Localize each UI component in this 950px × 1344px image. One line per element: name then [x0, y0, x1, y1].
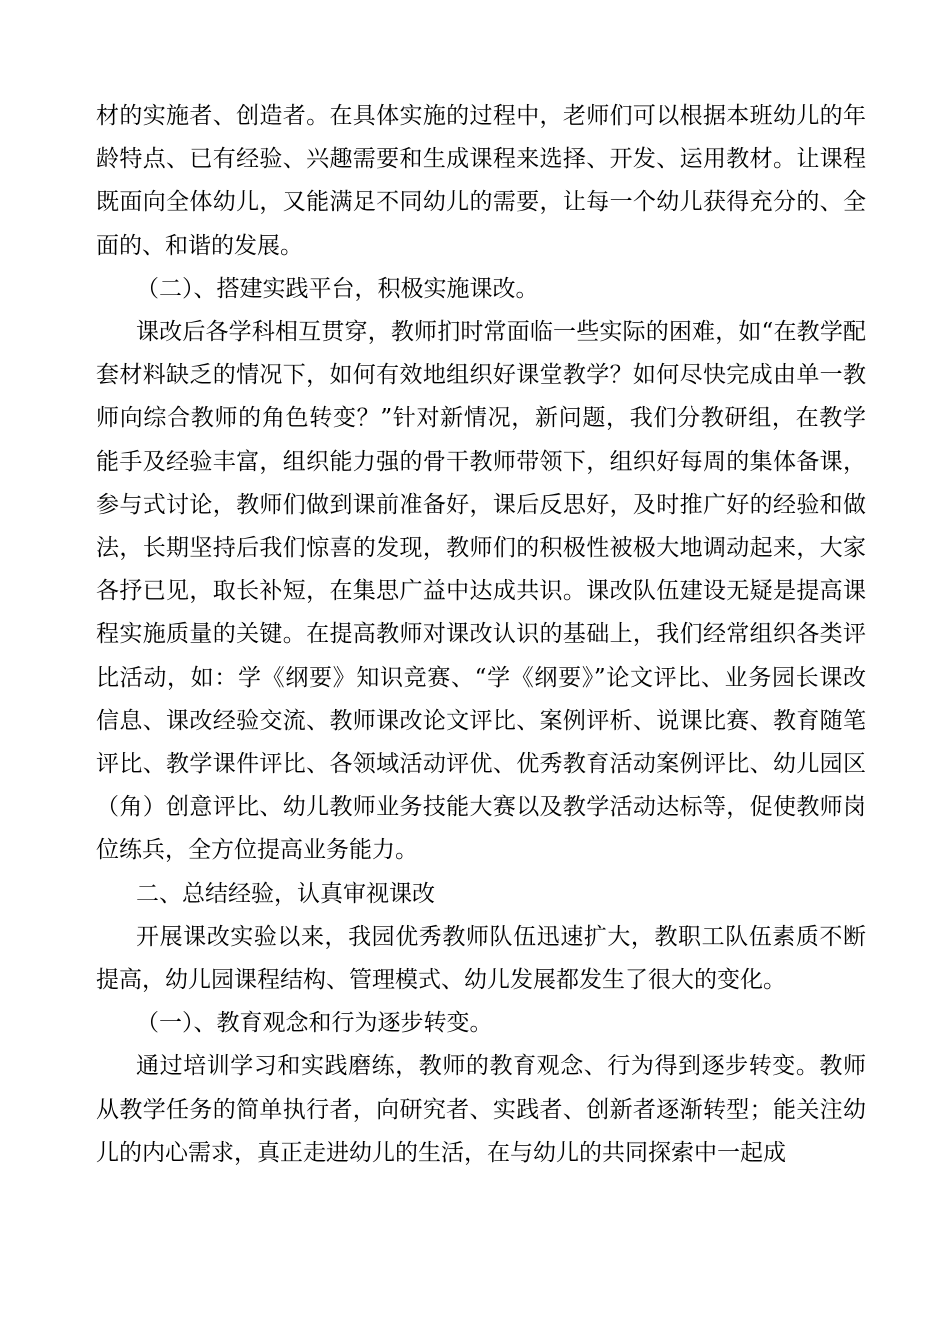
document-body [96, 95, 866, 1175]
subheading-practice-platform: （二）、搭建实践平台，积极实施课改。 [136, 275, 539, 302]
subheading-concept-change: （一）、教育观念和行为逐步转变。 [136, 1010, 493, 1037]
paragraph-practice-details: 课改后各学科相互贯穿，教师扪时常面临一些实际的困难，如“在教学配套材料缺乏的情况下，如何有效地组织好课堂教学？如何尽快完成由单一教师向综合教师的角色转变？”针对新情况，新问题，我们分教研组，在教学能手及经验丰富，组织能力强的骨干教师带领下，组织好每周的集体备课，参与式讨论，教师们做到课前准备好，课后反思好，及时推广好的经验和做法，长期坚持后我们惊喜的发现，教师们的积极性被极大地调动起来，大家各抒已见，取长补短，在集思广益中达成共识。课改队伍建设无疑是提高课程实施质量的关键。在提高教师对课改认识的基础上，我们经常组织各类评比活动，如：学《纲要》知识竞赛、“学《纲要》”论文评比、业务园长课改信息、课改经验交流、教师课改论文评比、案例评析、说课比赛、教育随笔评比、教学课件评比、各领域活动评优、优秀教育活动案例评比、幼儿园区（角）创意评比、幼儿教师业务技能大赛以及教学活动达标等，促使教师岗位练兵，全方位提高业务能力。 [96, 319, 866, 864]
paragraph-summary: 开展课改实验以来，我园优秀教师队伍迅速扩大，教职工队伍素质不断提高，幼儿园课程结构、管理模式、幼儿发展都发生了很大的变化。 [96, 923, 866, 994]
paragraph-continued: 材的实施者、创造者。在具体实施的过程中，老师们可以根据本班幼儿的年龄特点、已有经验、兴趣需要和生成课程来选择、开发、运用教材。让课程既面向全体幼儿，又能满足不同幼儿的需要，让每一个幼儿获得充分的、全面的、和谐的发展。 [96, 103, 866, 259]
heading-summary-experience: 二、总结经验，认真审视课改 [136, 880, 435, 907]
paragraph-concept-change: 通过培训学习和实践磨练，教师的教育观念、行为得到逐步转变。教师从教学任务的简单执行者，向研究者、实践者、创新者逐渐转型；能关注幼儿的内心需求，真正走进幼儿的生活，在与幼儿的共同探索中一起成 [96, 1053, 866, 1166]
